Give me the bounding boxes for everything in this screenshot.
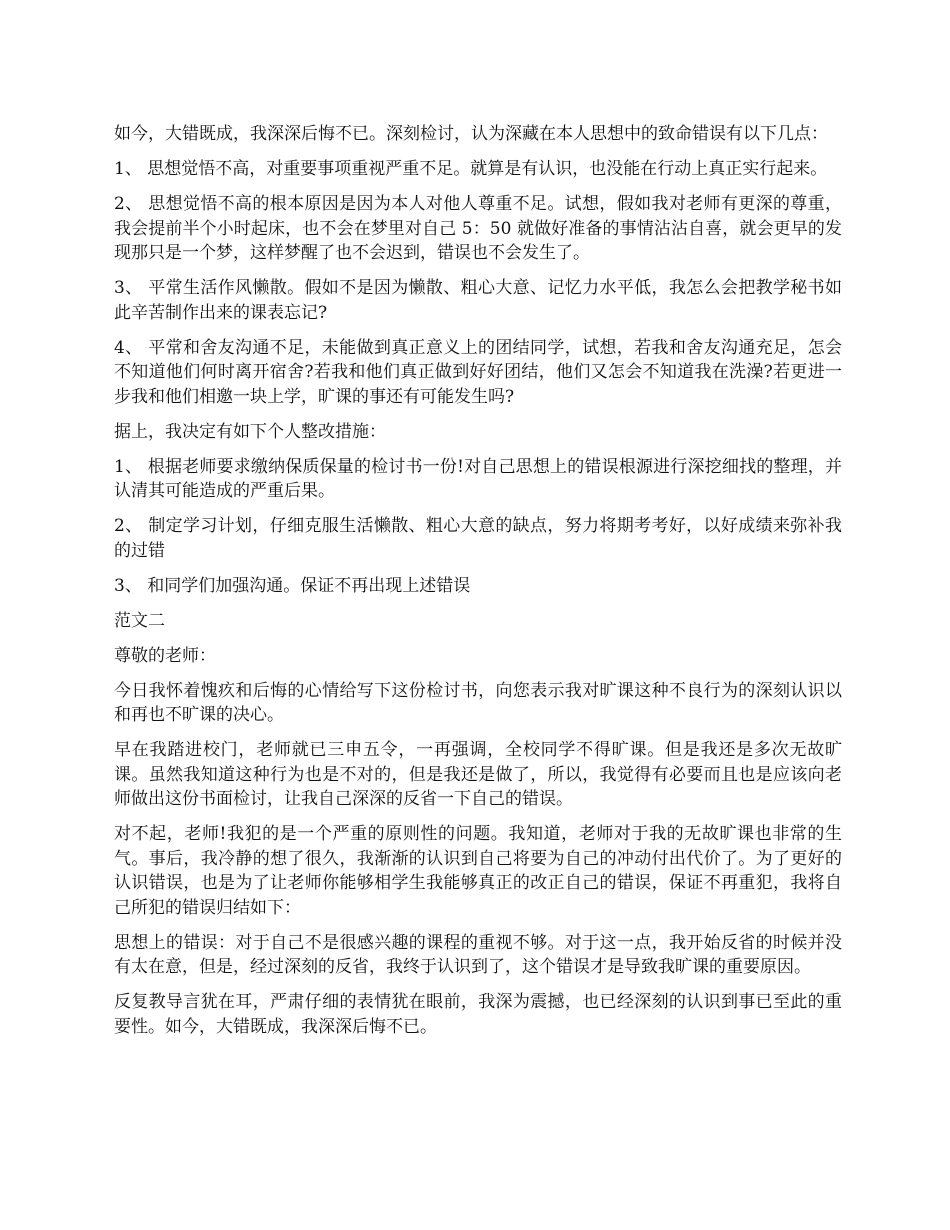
document-page <box>114 122 842 1050</box>
paragraph-conclusion: 反复教导言犹在耳，严肃仔细的表情犹在眼前，我深为震撼，也已经深刻的认识到事已至此的重要性。如今，大错既成，我深深后悔不已。 <box>114 992 842 1037</box>
paragraph-error-4: 4、 平常和舍友沟通不足，未能做到真正意义上的团结同学，试想，若我和舍友沟通充足，怎会不知道他们何时离开宿舍?若我和他们真正做到好好团结，他们又怎会不知道我在洗澡?若更进一步我和他们相邀一块上学，旷课的事还有可能发生吗? <box>114 337 842 407</box>
paragraph-error-3: 3、 平常生活作风懒散。假如不是因为懒散、粗心大意、记忆力水平低，我怎么会把教学秘书如此辛苦制作出来的课表忘记? <box>114 278 842 323</box>
paragraph-error-2: 2、 思想觉悟不高的根本原因是因为本人对他人尊重不足。试想，假如我对老师有更深的尊重，我会提前半个小时起床，也不会在梦里对自己 5：50 就做好准备的事情沾沾自喜，就会更早的发现那只是一个梦，这样梦醒了也不会迟到，错误也不会发生了。 <box>114 194 842 263</box>
paragraph-error-1: 1、 思想觉悟不高，对重要事项重视严重不足。就算是有认识，也没能在行动上真正实行起来。 <box>114 159 828 179</box>
section-heading-sample-two: 范文二 <box>114 610 165 631</box>
paragraph-measure-1: 1、 根据老师要求缴纳保质保量的检讨书一份!对自己思想上的错误根源进行深挖细找的整理，并认清其可能造成的严重后果。 <box>114 456 842 501</box>
paragraph-measure-3: 3、 和同学们加强沟通。保证不再出现上述错误 <box>114 575 471 596</box>
paragraph-letter-intro: 今日我怀着愧疚和后悔的心情给写下这份检讨书，向您表示我对旷课这种不良行为的深刻认识以和再也不旷课的决心。 <box>114 680 842 725</box>
paragraph-measures-intro: 据上，我决定有如下个人整改措施： <box>114 421 386 442</box>
paragraph-ideological-error: 思想上的错误：对于自己不是很感兴趣的课程的重视不够。对于这一点，我开始反省的时候并没有太在意，但是，经过深刻的反省，我终于认识到了，这个错误才是导致我旷课的重要原因。 <box>114 932 842 977</box>
paragraph-intro: 如今，大错既成，我深深后悔不已。深刻检讨，认为深藏在本人思想中的致命错误有以下几点： <box>114 124 828 144</box>
paragraph-measure-2: 2、 制定学习计划，仔细克服生活懒散、粗心大意的缺点，努力将期考考好，以好成绩来弥补我的过错 <box>114 516 842 561</box>
paragraph-background: 早在我踏进校门，老师就已三申五令，一再强调，全校同学不得旷课。但是我还是多次无故旷课。虽然我知道这种行为也是不对的，但是我还是做了，所以，我觉得有必要而且也是应该向老师做出这份书面检讨，让我自己深深的反省一下自己的错误。 <box>114 740 842 809</box>
salutation: 尊敬的老师： <box>114 645 216 666</box>
paragraph-apology: 对不起，老师!我犯的是一个严重的原则性的问题。我知道，老师对于我的无故旷课也非常的生气。事后，我冷静的想了很久，我渐渐的认识到自己将要为自己的冲动付出代价了。为了更好的认识错误，也是为了让老师你能够相学生我能够真正的改正自己的错误，保证不再重犯，我将自己所犯的错误归结如下： <box>114 824 842 918</box>
